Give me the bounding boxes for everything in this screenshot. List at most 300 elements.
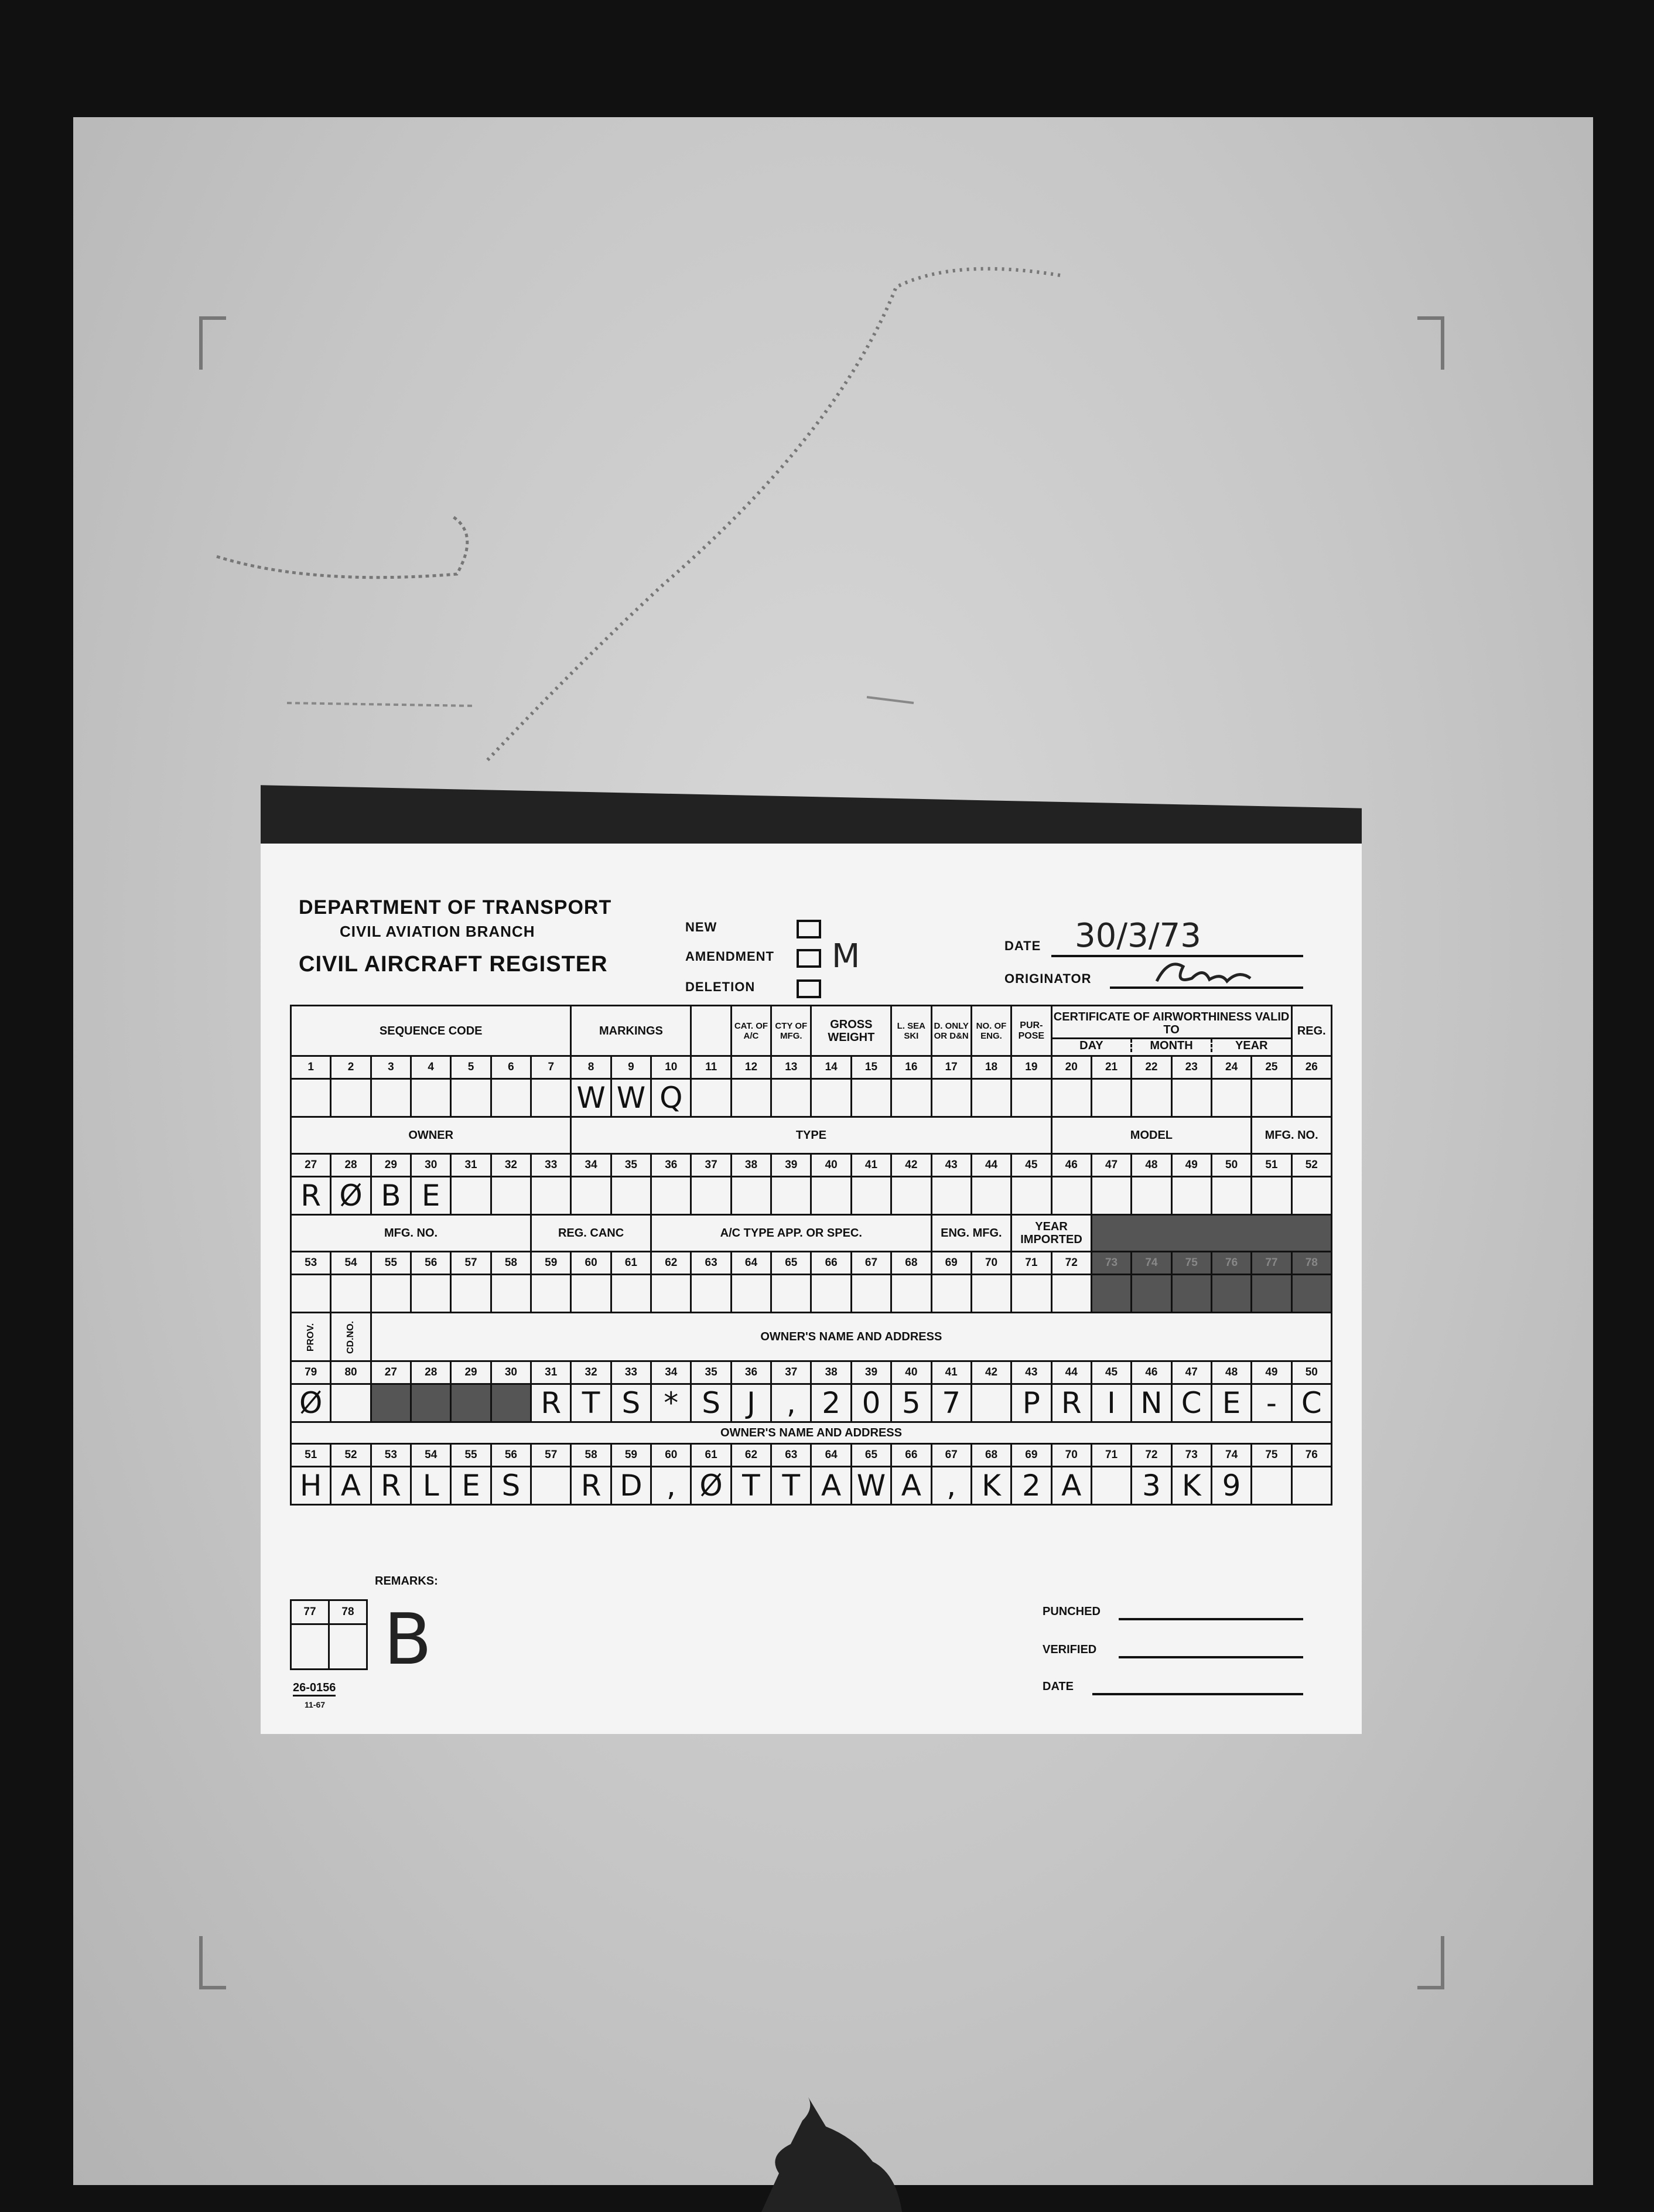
data-cell[interactable]: R <box>571 1467 611 1505</box>
column-number: 42 <box>971 1361 1011 1384</box>
column-number: 75 <box>1252 1444 1291 1467</box>
column-number: 37 <box>691 1154 731 1177</box>
deletion-label: DELETION <box>685 979 756 994</box>
column-number: 55 <box>451 1444 491 1467</box>
column-number: 39 <box>771 1154 811 1177</box>
data-cell[interactable]: 5 <box>891 1384 931 1422</box>
column-number: 70 <box>971 1252 1011 1275</box>
col78-cell[interactable] <box>329 1624 367 1670</box>
footer-date-label: DATE <box>1043 1680 1074 1693</box>
punched-label: PUNCHED <box>1043 1605 1101 1618</box>
data-cell[interactable] <box>931 1177 971 1215</box>
data-cell[interactable] <box>971 1079 1011 1117</box>
data-cell[interactable] <box>531 1467 571 1505</box>
column-number: 49 <box>1252 1361 1291 1384</box>
column-number: 19 <box>1011 1056 1051 1079</box>
column-number: 77 <box>1252 1252 1291 1275</box>
column-number: 45 <box>1011 1154 1051 1177</box>
column-number: 47 <box>1091 1154 1131 1177</box>
data-cell[interactable]: - <box>1252 1384 1291 1422</box>
data-cell[interactable] <box>731 1177 771 1215</box>
data-cell[interactable] <box>1252 1079 1291 1117</box>
data-cell[interactable] <box>1211 1079 1251 1117</box>
data-cell[interactable]: A <box>811 1467 851 1505</box>
data-cell[interactable]: , <box>771 1384 811 1422</box>
data-cell[interactable] <box>811 1275 851 1313</box>
dark-smudge <box>726 2085 925 2212</box>
originator-signature <box>1151 955 1256 990</box>
data-cell[interactable] <box>651 1177 691 1215</box>
reg-canc-label: REG. CANC <box>531 1215 651 1252</box>
data-cell[interactable] <box>891 1275 931 1313</box>
column-number: 75 <box>1171 1252 1211 1275</box>
data-cell[interactable] <box>451 1384 491 1422</box>
column-number: 52 <box>1291 1154 1331 1177</box>
column-number: 16 <box>891 1056 931 1079</box>
data-cell[interactable] <box>491 1079 531 1117</box>
column-number: 31 <box>531 1361 571 1384</box>
column-number: 58 <box>491 1252 531 1275</box>
data-cell[interactable] <box>611 1275 651 1313</box>
data-cell[interactable] <box>971 1177 1011 1215</box>
data-cell[interactable] <box>1252 1177 1291 1215</box>
column-number: 40 <box>811 1154 851 1177</box>
pencil-scribble <box>193 258 1130 785</box>
data-cell[interactable]: * <box>651 1384 691 1422</box>
data-cell[interactable] <box>1291 1177 1331 1215</box>
column-number: 71 <box>1091 1444 1131 1467</box>
data-cell[interactable]: B <box>371 1177 411 1215</box>
data-cell[interactable] <box>291 1079 331 1117</box>
year-label: YEAR <box>1235 1039 1268 1052</box>
data-cell[interactable] <box>451 1177 491 1215</box>
data-cell[interactable]: A <box>331 1467 371 1505</box>
column-number: 60 <box>571 1252 611 1275</box>
date-value: 30/3/73 <box>1075 917 1201 955</box>
data-cell[interactable] <box>851 1275 891 1313</box>
data-cell[interactable]: E <box>451 1467 491 1505</box>
prov-label: PROV. <box>291 1313 331 1361</box>
column-number: 18 <box>971 1056 1011 1079</box>
data-cell[interactable] <box>531 1177 571 1215</box>
data-cell[interactable]: Ø <box>691 1467 731 1505</box>
column-number: 37 <box>771 1361 811 1384</box>
column-number: 23 <box>1171 1056 1211 1079</box>
remarks-label: REMARKS: <box>375 1575 438 1588</box>
data-cell[interactable]: 7 <box>931 1384 971 1422</box>
column-number: 3 <box>371 1056 411 1079</box>
col77-cell[interactable] <box>291 1624 329 1670</box>
column-number: 68 <box>971 1444 1011 1467</box>
column-number: 63 <box>771 1444 811 1467</box>
data-cell[interactable]: 2 <box>1011 1467 1051 1505</box>
data-cell[interactable] <box>1132 1275 1171 1313</box>
column-number: 73 <box>1171 1444 1211 1467</box>
column-number: 32 <box>571 1361 611 1384</box>
column-number: 44 <box>971 1154 1011 1177</box>
department-title: DEPARTMENT OF TRANSPORT <box>299 896 612 919</box>
gross-weight-label: GROSS WEIGHT <box>811 1006 891 1056</box>
column-number: 72 <box>1132 1444 1171 1467</box>
column-number: 68 <box>891 1252 931 1275</box>
markings-label: MARKINGS <box>571 1006 691 1056</box>
data-cell[interactable]: T <box>771 1467 811 1505</box>
data-cell[interactable]: W <box>571 1079 611 1117</box>
crop-mark-top-right <box>1417 316 1444 370</box>
data-cell[interactable] <box>1091 1275 1131 1313</box>
column-number: 36 <box>731 1361 771 1384</box>
column-number: 24 <box>1211 1056 1251 1079</box>
mfg-no-label-3: MFG. NO. <box>291 1215 531 1252</box>
column-number: 34 <box>571 1154 611 1177</box>
column-number: 33 <box>611 1361 651 1384</box>
data-cell[interactable] <box>491 1275 531 1313</box>
column-number: 4 <box>411 1056 451 1079</box>
column-number: 7 <box>531 1056 571 1079</box>
data-cell[interactable] <box>971 1384 1011 1422</box>
form-number: 26-0156 <box>293 1681 336 1696</box>
data-cell[interactable]: N <box>1132 1384 1171 1422</box>
data-cell[interactable] <box>1171 1177 1211 1215</box>
reg-label: REG. <box>1291 1006 1331 1056</box>
column-number: 64 <box>731 1252 771 1275</box>
amendment-mark: M <box>832 937 860 975</box>
data-cell[interactable]: E <box>1211 1384 1251 1422</box>
data-cell[interactable]: 0 <box>851 1384 891 1422</box>
column-number: 33 <box>531 1154 571 1177</box>
data-cell[interactable] <box>331 1275 371 1313</box>
form-revision: 11-67 <box>305 1700 326 1709</box>
column-number: 36 <box>651 1154 691 1177</box>
data-cell[interactable] <box>811 1079 851 1117</box>
new-checkbox[interactable] <box>797 920 821 938</box>
data-cell[interactable] <box>731 1079 771 1117</box>
data-cell[interactable] <box>371 1275 411 1313</box>
data-cell[interactable]: , <box>931 1467 971 1505</box>
column-number: 57 <box>451 1252 491 1275</box>
column-number: 20 <box>1051 1056 1091 1079</box>
day-label: DAY <box>1052 1039 1133 1052</box>
data-cell[interactable] <box>1252 1275 1291 1313</box>
sequence-code-label: SEQUENCE CODE <box>291 1006 571 1056</box>
data-cell[interactable] <box>1291 1467 1331 1505</box>
data-cell[interactable]: E <box>411 1177 451 1215</box>
column-number: 46 <box>1051 1154 1091 1177</box>
data-cell[interactable]: R <box>1051 1384 1091 1422</box>
column-number: 48 <box>1132 1154 1171 1177</box>
register-title: CIVIL AIRCRAFT REGISTER <box>299 952 608 977</box>
cty-mfg-label: CTY OF MFG. <box>771 1006 811 1056</box>
data-cell[interactable]: A <box>891 1467 931 1505</box>
data-cell[interactable] <box>331 1079 371 1117</box>
column-number: 59 <box>531 1252 571 1275</box>
originator-label: ORIGINATOR <box>1004 971 1092 986</box>
column-number: 41 <box>931 1361 971 1384</box>
data-cell[interactable]: L <box>411 1467 451 1505</box>
column-number: 30 <box>491 1361 531 1384</box>
column-number: 12 <box>731 1056 771 1079</box>
column-number: 67 <box>931 1444 971 1467</box>
col11-label <box>691 1006 731 1056</box>
data-cell[interactable]: S <box>491 1467 531 1505</box>
data-cell[interactable]: C <box>1291 1384 1331 1422</box>
data-cell[interactable] <box>931 1079 971 1117</box>
model-label: MODEL <box>1051 1117 1252 1154</box>
column-number: 44 <box>1051 1361 1091 1384</box>
airworthiness-label: CERTIFICATE OF AIRWORTHINESS VALID TO <box>1052 1009 1291 1039</box>
punched-line <box>1119 1618 1303 1620</box>
type-label: TYPE <box>571 1117 1051 1154</box>
column-number: 50 <box>1291 1361 1331 1384</box>
data-cell[interactable] <box>291 1275 331 1313</box>
column-number: 71 <box>1011 1252 1051 1275</box>
data-cell[interactable] <box>1171 1079 1211 1117</box>
data-cell[interactable] <box>491 1384 531 1422</box>
data-cell[interactable] <box>971 1275 1011 1313</box>
data-cell[interactable] <box>1051 1079 1091 1117</box>
column-number: 30 <box>411 1154 451 1177</box>
data-cell[interactable] <box>1252 1467 1291 1505</box>
column-number: 5 <box>451 1056 491 1079</box>
data-cell[interactable]: Ø <box>331 1177 371 1215</box>
data-cell[interactable] <box>571 1275 611 1313</box>
data-cell[interactable]: 2 <box>811 1384 851 1422</box>
d-only-label: D. ONLY OR D&N <box>931 1006 971 1056</box>
column-number: 61 <box>691 1444 731 1467</box>
cd-no-label: CD.NO. <box>331 1313 371 1361</box>
data-cell[interactable]: P <box>1011 1384 1051 1422</box>
data-cell[interactable] <box>411 1079 451 1117</box>
data-cell[interactable]: D <box>611 1467 651 1505</box>
column-number: 53 <box>291 1252 331 1275</box>
branch-title: CIVIL AVIATION BRANCH <box>340 923 535 940</box>
col78-num: 78 <box>329 1600 367 1624</box>
column-number: 13 <box>771 1056 811 1079</box>
data-cell[interactable]: W <box>611 1079 651 1117</box>
column-number: 79 <box>291 1361 331 1384</box>
data-cell[interactable]: 3 <box>1132 1467 1171 1505</box>
column-number: 72 <box>1051 1252 1091 1275</box>
data-cell[interactable] <box>1051 1177 1091 1215</box>
column-number: 43 <box>931 1154 971 1177</box>
data-cell[interactable] <box>1171 1275 1211 1313</box>
owner-name-address-label-2: OWNER'S NAME AND ADDRESS <box>291 1422 1332 1444</box>
data-cell[interactable] <box>1132 1079 1171 1117</box>
data-cell[interactable] <box>1291 1079 1331 1117</box>
column-number: 46 <box>1132 1361 1171 1384</box>
data-cell[interactable]: I <box>1091 1384 1131 1422</box>
mfg-no-label-2: MFG. NO. <box>1252 1117 1332 1154</box>
column-number: 57 <box>531 1444 571 1467</box>
column-number: 60 <box>651 1444 691 1467</box>
data-cell[interactable]: S <box>611 1384 651 1422</box>
data-cell[interactable] <box>1132 1177 1171 1215</box>
column-number: 26 <box>1291 1056 1331 1079</box>
data-cell[interactable] <box>611 1177 651 1215</box>
data-cell[interactable] <box>1011 1275 1051 1313</box>
data-cell[interactable]: T <box>731 1467 771 1505</box>
verified-label: VERIFIED <box>1043 1643 1097 1656</box>
column-number: 64 <box>811 1444 851 1467</box>
column-number: 47 <box>1171 1361 1211 1384</box>
data-cell[interactable] <box>1091 1467 1131 1505</box>
owner-label: OWNER <box>291 1117 571 1154</box>
column-number: 70 <box>1051 1444 1091 1467</box>
data-cell[interactable]: , <box>651 1467 691 1505</box>
column-number: 66 <box>891 1444 931 1467</box>
data-cell[interactable] <box>411 1384 451 1422</box>
data-cell[interactable] <box>371 1079 411 1117</box>
aircraft-register-card <box>261 844 1362 1734</box>
data-cell[interactable] <box>891 1177 931 1215</box>
column-number: 14 <box>811 1056 851 1079</box>
column-number: 69 <box>931 1252 971 1275</box>
column-number: 39 <box>851 1361 891 1384</box>
data-cell[interactable] <box>811 1177 851 1215</box>
column-number: 43 <box>1011 1361 1051 1384</box>
data-cell[interactable]: R <box>371 1467 411 1505</box>
data-cell[interactable] <box>1051 1275 1091 1313</box>
sea-ski-label: L. SEA SKI <box>891 1006 931 1056</box>
column-number: 10 <box>651 1056 691 1079</box>
data-cell[interactable]: R <box>291 1177 331 1215</box>
column-number: 55 <box>371 1252 411 1275</box>
column-number: 38 <box>731 1154 771 1177</box>
register-grid <box>290 1005 1332 1506</box>
data-cell[interactable] <box>691 1275 731 1313</box>
data-cell[interactable] <box>691 1177 731 1215</box>
data-cell[interactable]: Q <box>651 1079 691 1117</box>
column-number: 9 <box>611 1056 651 1079</box>
column-number: 2 <box>331 1056 371 1079</box>
column-number: 56 <box>491 1444 531 1467</box>
data-cell[interactable] <box>371 1384 411 1422</box>
data-cell[interactable] <box>1291 1275 1331 1313</box>
column-number: 48 <box>1211 1361 1251 1384</box>
column-number: 73 <box>1091 1252 1131 1275</box>
remarks-value: B <box>384 1599 432 1681</box>
data-cell[interactable] <box>1211 1177 1251 1215</box>
column-number: 51 <box>1252 1154 1291 1177</box>
new-label: NEW <box>685 920 717 934</box>
data-cell[interactable] <box>651 1275 691 1313</box>
column-number: 28 <box>411 1361 451 1384</box>
ac-type-app-label: A/C TYPE APP. OR SPEC. <box>651 1215 931 1252</box>
data-cell[interactable]: H <box>291 1467 331 1505</box>
data-cell[interactable] <box>571 1177 611 1215</box>
column-number: 22 <box>1132 1056 1171 1079</box>
column-number: 54 <box>411 1444 451 1467</box>
data-cell[interactable] <box>931 1275 971 1313</box>
column-number: 1 <box>291 1056 331 1079</box>
data-cell[interactable] <box>851 1177 891 1215</box>
column-number: 21 <box>1091 1056 1131 1079</box>
data-cell[interactable] <box>531 1275 571 1313</box>
column-number: 31 <box>451 1154 491 1177</box>
deletion-checkbox[interactable] <box>797 979 821 998</box>
column-number: 49 <box>1171 1154 1211 1177</box>
column-number: 62 <box>731 1444 771 1467</box>
column-number: 8 <box>571 1056 611 1079</box>
column-number: 35 <box>691 1361 731 1384</box>
column-number: 74 <box>1132 1252 1171 1275</box>
owner-name-address-label-1: OWNER'S NAME AND ADDRESS <box>371 1313 1331 1361</box>
column-number: 25 <box>1252 1056 1291 1079</box>
data-cell[interactable] <box>851 1079 891 1117</box>
data-cell[interactable]: K <box>971 1467 1011 1505</box>
cat-ac-label: CAT. OF A/C <box>731 1006 771 1056</box>
amendment-label: AMENDMENT <box>685 949 774 964</box>
column-number: 76 <box>1211 1252 1251 1275</box>
airworthiness-cell <box>1051 1006 1291 1056</box>
column-number: 54 <box>331 1252 371 1275</box>
column-number: 42 <box>891 1154 931 1177</box>
column-number: 40 <box>891 1361 931 1384</box>
data-cell[interactable] <box>451 1275 491 1313</box>
data-cell[interactable] <box>491 1177 531 1215</box>
column-number: 65 <box>771 1252 811 1275</box>
data-cell[interactable] <box>1211 1275 1251 1313</box>
column-number: 6 <box>491 1056 531 1079</box>
column-number: 27 <box>291 1154 331 1177</box>
column-number: 80 <box>331 1361 371 1384</box>
data-cell[interactable] <box>771 1177 811 1215</box>
data-cell[interactable] <box>1091 1177 1131 1215</box>
data-cell[interactable]: Ø <box>291 1384 331 1422</box>
data-cell[interactable] <box>331 1384 371 1422</box>
amendment-checkbox[interactable] <box>797 949 821 968</box>
data-cell[interactable]: R <box>531 1384 571 1422</box>
data-cell[interactable]: A <box>1051 1467 1091 1505</box>
column-number: 28 <box>331 1154 371 1177</box>
data-cell[interactable]: J <box>731 1384 771 1422</box>
column-number: 52 <box>331 1444 371 1467</box>
data-cell[interactable] <box>891 1079 931 1117</box>
column-number: 67 <box>851 1252 891 1275</box>
column-number: 27 <box>371 1361 411 1384</box>
data-cell[interactable] <box>771 1275 811 1313</box>
data-cell[interactable] <box>1011 1079 1051 1117</box>
data-cell[interactable] <box>451 1079 491 1117</box>
data-cell[interactable] <box>531 1079 571 1117</box>
data-cell[interactable]: W <box>851 1467 891 1505</box>
data-cell[interactable]: T <box>571 1384 611 1422</box>
data-cell[interactable]: 9 <box>1211 1467 1251 1505</box>
column-number: 63 <box>691 1252 731 1275</box>
column-number: 58 <box>571 1444 611 1467</box>
column-number: 78 <box>1291 1252 1331 1275</box>
year-imported-label: YEAR IMPORTED <box>1011 1215 1092 1252</box>
data-cell[interactable]: K <box>1171 1467 1211 1505</box>
data-cell[interactable]: S <box>691 1384 731 1422</box>
column-number: 61 <box>611 1252 651 1275</box>
column-number: 35 <box>611 1154 651 1177</box>
shaded-block <box>1091 1215 1331 1252</box>
column-number: 65 <box>851 1444 891 1467</box>
data-cell[interactable] <box>411 1275 451 1313</box>
column-number: 11 <box>691 1056 731 1079</box>
data-cell[interactable] <box>691 1079 731 1117</box>
no-eng-label: NO. OF ENG. <box>971 1006 1011 1056</box>
column-number: 17 <box>931 1056 971 1079</box>
data-cell[interactable] <box>771 1079 811 1117</box>
data-cell[interactable] <box>1011 1177 1051 1215</box>
data-cell[interactable] <box>1091 1079 1131 1117</box>
column-number: 41 <box>851 1154 891 1177</box>
column-number: 59 <box>611 1444 651 1467</box>
data-cell[interactable] <box>731 1275 771 1313</box>
data-cell[interactable]: C <box>1171 1384 1211 1422</box>
